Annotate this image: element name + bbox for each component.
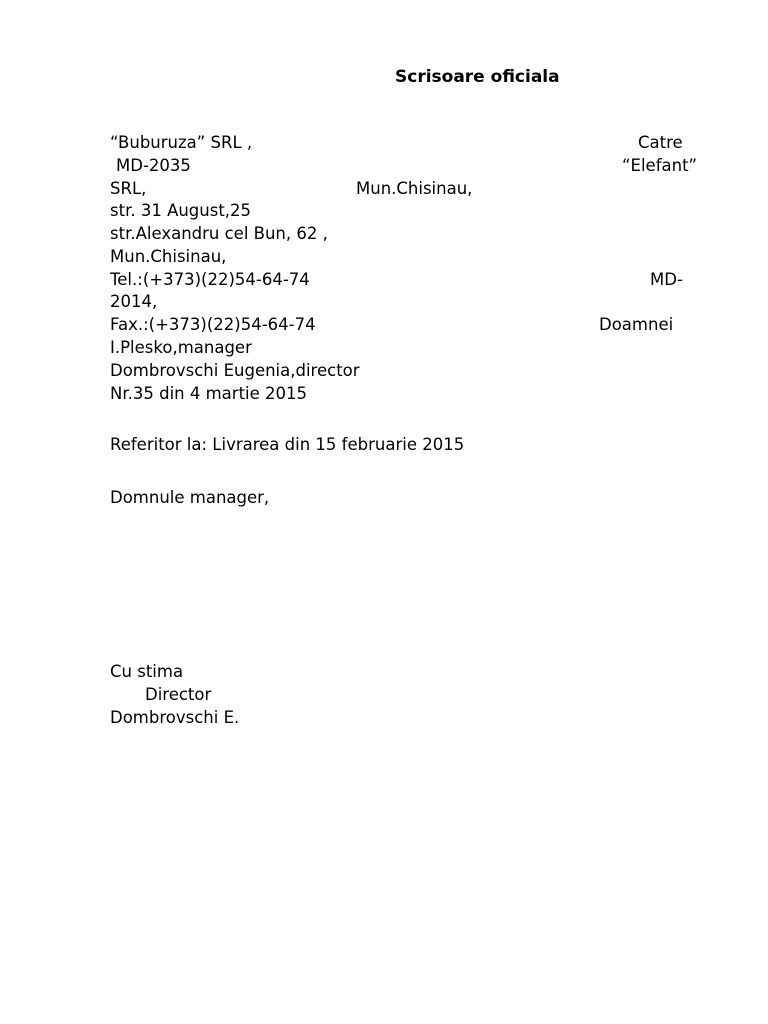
recipient-company-suffix: SRL, bbox=[110, 179, 147, 198]
document-title: Scrisoare oficiala bbox=[395, 67, 560, 87]
sender-postal-code: MD-2035 bbox=[116, 156, 191, 175]
recipient-company: “Elefant” bbox=[622, 156, 698, 175]
sender-company: “Buburuza” SRL , bbox=[110, 133, 253, 152]
recipient-street: str.Alexandru cel Bun, 62 , bbox=[110, 224, 328, 243]
recipient-city: Mun.Chisinau, bbox=[110, 247, 227, 266]
recipient-name: I.Plesko,manager bbox=[110, 338, 252, 357]
closing-regards: Cu stima bbox=[110, 662, 184, 681]
document-number-date: Nr.35 din 4 martie 2015 bbox=[110, 384, 308, 403]
recipient-addressee: Doamnei bbox=[599, 315, 674, 334]
closing-name: Dombrovschi E. bbox=[110, 708, 240, 727]
sender-name: Dombrovschi Eugenia,director bbox=[110, 361, 360, 380]
recipient-catre: Catre bbox=[638, 133, 683, 152]
sender-street: str. 31 August,25 bbox=[110, 201, 252, 220]
sender-city: Mun.Chisinau, bbox=[356, 179, 473, 198]
salutation: Domnule manager, bbox=[110, 488, 270, 507]
closing-role: Director bbox=[145, 685, 212, 704]
sender-phone: Tel.:(+373)(22)54-64-74 bbox=[110, 270, 310, 289]
recipient-postal-code-prefix: MD- bbox=[650, 270, 683, 289]
sender-fax: Fax.:(+373)(22)54-64-74 bbox=[110, 315, 316, 334]
reference-line: Referitor la: Livrarea din 15 februarie 2015 bbox=[110, 435, 465, 454]
recipient-postal-code-suffix: 2014, bbox=[110, 292, 158, 311]
